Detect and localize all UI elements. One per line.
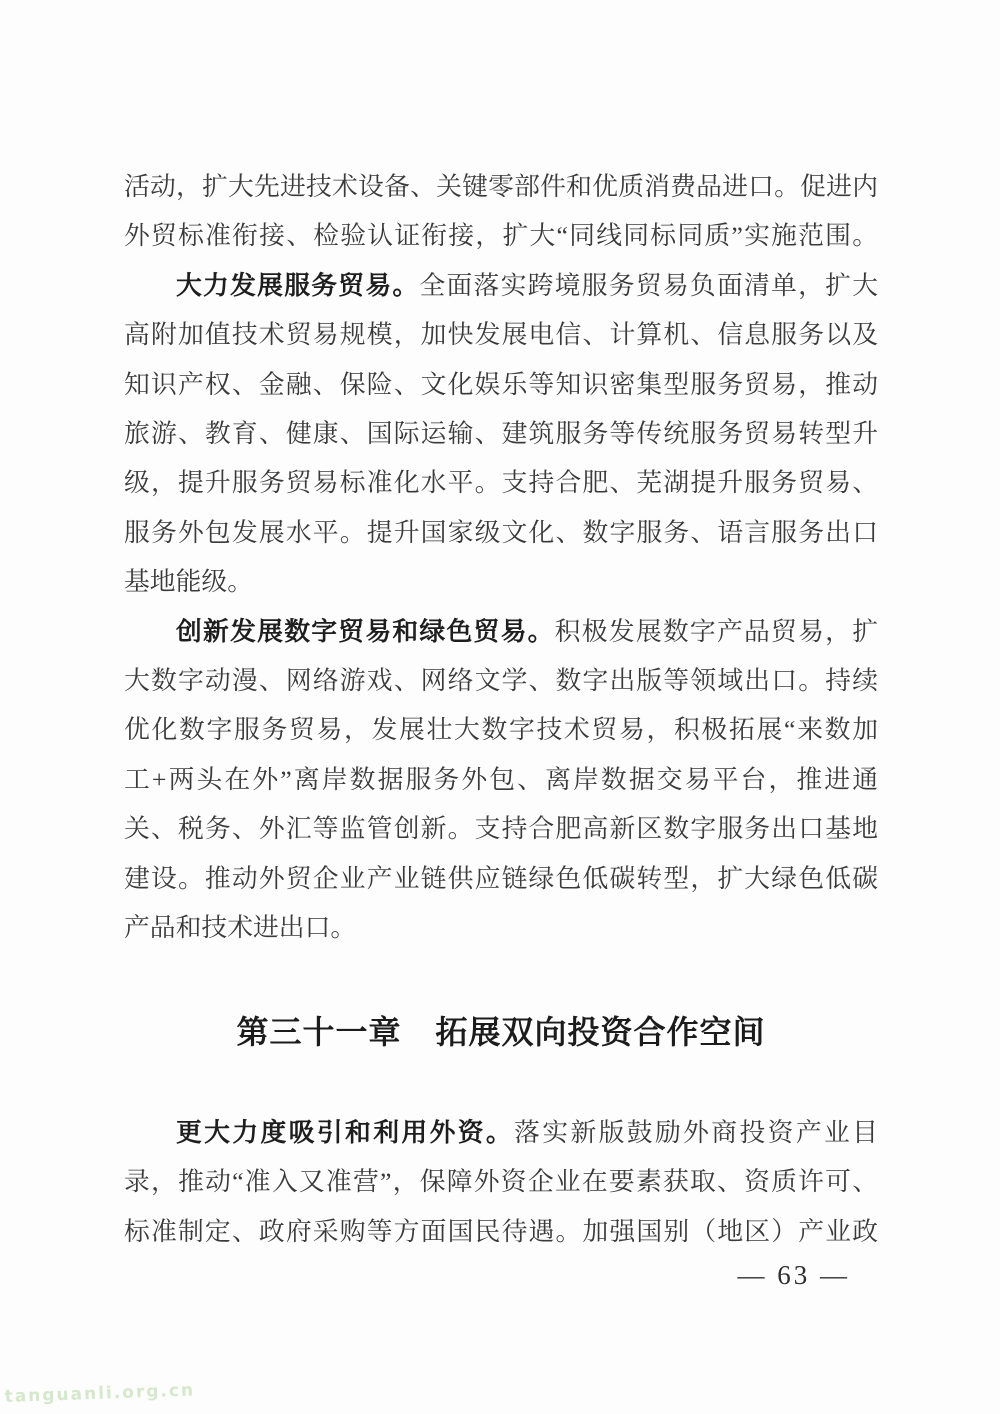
line-text: 外贸标准衔接、检验认证衔接，扩大“同线同标同质”实施范围。: [124, 221, 878, 251]
line-text: 录，推动“准入又准营”，保障外资企业在要素获取、资质许可、: [124, 1167, 878, 1197]
line-text: 级，提升服务贸易标准化水平。支持合肥、芜湖提升服务贸易、: [124, 468, 878, 498]
line-text: 服务外包发展水平。提升国家级文化、数字服务、语言服务出口: [124, 517, 878, 547]
line-text: 活动，扩大先进技术设备、关键零部件和优质消费品进口。促进内: [124, 172, 878, 201]
line-text: 优化数字服务贸易，发展壮大数字技术贸易，积极拓展“来数加: [124, 715, 878, 745]
text-line: [124, 310, 878, 359]
line-text: 旅游、教育、健康、国际运输、建筑服务等传统服务贸易转型升: [124, 419, 878, 449]
text-line: [124, 458, 878, 507]
text-line: [124, 903, 878, 952]
chapter-heading: [124, 1008, 878, 1057]
text-line: [124, 162, 878, 211]
text-line: [124, 705, 878, 754]
bold-lead: 创新发展数字贸易和绿色贸易。: [176, 616, 555, 646]
text-line: [124, 755, 878, 804]
text-line: [124, 1157, 878, 1206]
line-text: 落实新版鼓励外商投资产业目: [514, 1118, 878, 1147]
line-text: 产品和技术进出口。: [124, 913, 357, 943]
text-line: [124, 409, 878, 458]
text-line: [124, 607, 878, 656]
line-text: 高附加值技术贸易规模，加快发展电信、计算机、信息服务以及: [124, 320, 878, 350]
text-line: [124, 804, 878, 853]
chapter-title: 拓展双向投资合作空间: [435, 1013, 766, 1051]
line-text: 关、税务、外汇等监管创新。支持合肥高新区数字服务出口基地: [124, 814, 878, 844]
chapter-number: 第三十一章: [236, 1013, 402, 1051]
line-text: 全面落实跨境服务贸易负面清单，扩大: [419, 270, 878, 300]
bold-lead: 大力发展服务贸易。: [176, 270, 420, 300]
line-text: 大数字动漫、网络游戏、网络文学、数字出版等领域出口。持续: [124, 666, 878, 696]
body-text-lower: [124, 1108, 878, 1256]
page-number: — 63 —: [737, 1260, 850, 1290]
body-text-upper: [124, 162, 878, 953]
text-line: [124, 557, 878, 606]
text-line: [124, 854, 878, 903]
text-line: [124, 261, 878, 310]
line-text: 标准制定、政府采购等方面国民待遇。加强国别（地区）产业政: [124, 1216, 878, 1246]
line-text: 工+两头在外”离岸数据服务外包、离岸数据交易平台，推进通: [124, 764, 878, 794]
text-line: [124, 508, 878, 557]
text-line: [124, 211, 878, 260]
line-text: 知识产权、金融、保险、文化娱乐等知识密集型服务贸易，推动: [124, 369, 878, 399]
bold-lead: 更大力度吸引和利用外资。: [176, 1118, 515, 1147]
line-text: 建设。推动外贸企业产业链供应链绿色低碳转型，扩大绿色低碳: [124, 863, 878, 893]
text-line: [124, 1108, 878, 1157]
line-text: 积极发展数字产品贸易，扩: [554, 616, 878, 646]
text-line: [124, 1207, 878, 1256]
text-line: [124, 656, 878, 705]
line-text: 基地能级。: [124, 567, 253, 597]
text-line: [124, 360, 878, 409]
site-watermark: tanguanli.org.cn: [4, 1380, 196, 1407]
